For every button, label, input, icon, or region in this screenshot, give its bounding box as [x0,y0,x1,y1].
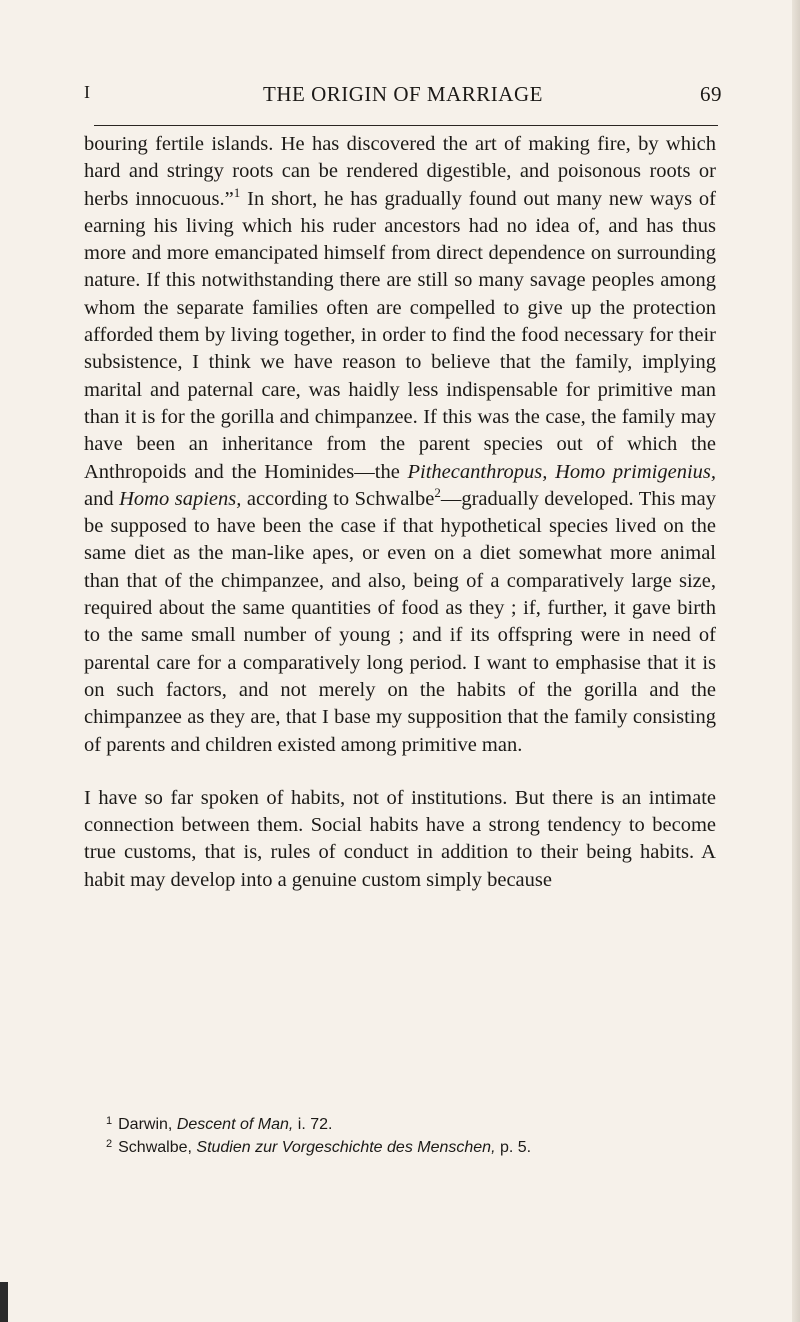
footnote-author: Schwalbe, [118,1139,197,1156]
footnotes [84,1114,716,1160]
text-run: —gradually developed. This may be supposed to have been the case if that hypothetical species lived on the same diet as the man-like apes, or even on a diet somewhat more animal than that of the chimpanzee, and also, being of a comparatively large size, required about the same quantities of food as they ; if, further, it gave birth to the same small number of young ; and if its offspring were in need of parental care for a comparatively long period. I want to emphasise that it is on such factors, and not merely on the habits of the gorilla and the chimpanzee as they are, that I base my supposition that the family consisting of parents and children existed among primitive man. [84,487,717,756]
footnote-1 [84,1114,716,1137]
text-run: according to Schwalbe [241,487,435,510]
footnote-work: Studien zur Vorgeschichte des Menschen, [196,1139,496,1156]
scan-shadow [0,1282,8,1322]
chapter-number: I [84,82,91,102]
running-title: THE ORIGIN OF MARRIAGE [263,82,543,106]
footnote-ref-1: 1 [233,184,241,200]
page-edge [792,0,800,1322]
footnote-mark: 2 [106,1138,113,1150]
text-run: In short, he has gradually found out many new ways of earning his living which his ruder ancestors had no idea of, and has thus more and more emancipated himself from direct dependence on surrounding nature. If this notwithstanding there are still so many savage peoples among whom the separate families often are compelled to give up the protection afforded them by living together, in order to find the food necessary for their subsistence, I think we have reason to believe that the family, implying marital and paternal care, was haidly less indispensable for primitive man than it is for the gorilla and chimpanzee. If this was the case, the family may have been an inheritance from the parent species out of which the Anthropoids and the Hominides—the [84,187,716,483]
footnote-author: Darwin, [118,1116,177,1133]
footnote-mark: 1 [106,1115,113,1127]
footnote-locator: p. 5. [495,1139,532,1156]
text-run: and [84,487,120,510]
paragraph-1 [84,131,716,759]
page-number: 69 [700,82,722,106]
header-rule [94,125,718,126]
italic-run: Homo sapiens, [119,487,242,510]
footnote-2 [84,1137,716,1160]
body-text [84,131,716,894]
running-header [84,82,722,112]
italic-run: Pithecanthropus, Homo primigenius, [407,460,716,483]
footnote-ref-2: 2 [434,485,441,501]
footnote-work: Descent of Man, [176,1116,294,1133]
paragraph-2: I have so far spoken of habits, not of institutions. But there is an intimate connection between them. Social habits have a strong tendency to become true customs, that is, rules of conduct in addition to their being habits. A habit may develop into a genuine custom simply because [84,786,716,891]
text-run: bouring fertile islands. He has discovered the art of making fire, by which hard and stringy roots can be rendered digestible, and poisonous roots or herbs innocuous.” [84,133,716,210]
footnote-locator: i. 72. [293,1116,333,1133]
